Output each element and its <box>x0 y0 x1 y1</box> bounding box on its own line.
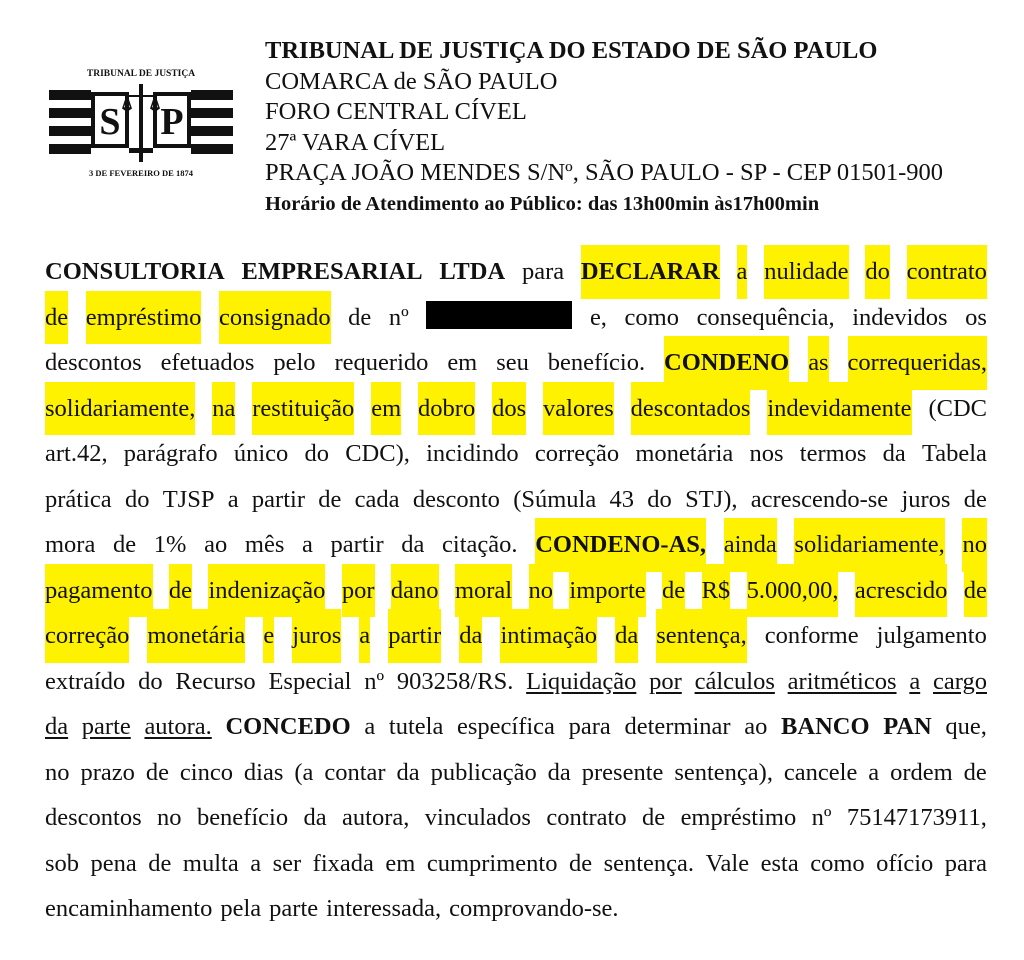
court-header-lines <box>265 36 943 219</box>
svg-text:S: S <box>99 101 121 143</box>
svg-text:3 DE FEVEREIRO DE 1874: 3 DE FEVEREIRO DE 1874 <box>89 168 193 178</box>
sentence-text <box>45 249 987 932</box>
text-line: sob pena de multa a ser fixada em cumprimento de sentença. Vale esta como ofício para <box>45 849 987 877</box>
text-line: pagamento de indenização por dano moral no importe de R$ 5.000,00, acrescido de <box>45 568 987 614</box>
text-line: de empréstimo consignado de nº e, como consequência, indevidos os <box>45 295 987 341</box>
tjsp-seal-logo <box>47 62 235 180</box>
text-line: CONSULTORIA EMPRESARIAL LTDA para DECLARAR a nulidade do contrato <box>45 249 987 295</box>
court-address: PRAÇA JOÃO MENDES S/Nº, SÃO PAULO - SP - CEP 01501-900 <box>265 159 944 186</box>
redacted-contract-number <box>426 301 572 329</box>
svg-text:TRIBUNAL DE JUSTIÇA: TRIBUNAL DE JUSTIÇA <box>86 69 196 79</box>
text-line: prática do TJSP a partir de cada desconto (Súmula 43 do STJ), acrescendo-se juros de <box>45 485 987 513</box>
svg-text:P: P <box>160 101 184 143</box>
text-line: correção monetária e juros a partir da intimação da sentença, conforme julgamento <box>45 613 987 659</box>
document-header <box>0 0 1024 230</box>
text-line: art.42, parágrafo único do CDC), incidindo correção monetária nos termos da Tabela <box>45 440 987 467</box>
text-line: descontos efetuados pelo requerido em seu benefício. CONDENO as correqueridas, <box>45 340 987 386</box>
highlight: DECLARAR <box>581 245 720 299</box>
text-line: mora de 1% ao mês a partir da citação. CONDENO-AS, ainda solidariamente, no <box>45 522 987 568</box>
text-line: descontos no benefício da autora, vinculados contrato de empréstimo nº 75147173911, <box>45 804 987 831</box>
text-line: solidariamente, na restituição em dobro dos valores descontados indevidamente (CDC <box>45 386 987 432</box>
court-name: TRIBUNAL DE JUSTIÇA DO ESTADO DE SÃO PAULO <box>265 37 878 64</box>
text-line: no prazo de cinco dias (a contar da publicação da presente sentença), cancele a ordem de <box>45 758 987 786</box>
tjsp-seal-icon <box>47 62 235 180</box>
comarca: COMARCA de SÃO PAULO <box>265 67 558 95</box>
public-hours: Horário de Atendimento ao Público: das 13h00min às17h00min <box>265 192 820 215</box>
vara: 27ª VARA CÍVEL <box>265 128 446 156</box>
text-line: encaminhamento pela parte interessada, comprovando-se. <box>45 895 619 922</box>
text-line: extraído do Recurso Especial nº 903258/RS. Liquidação por cálculos aritméticos a cargo <box>45 667 987 695</box>
text-line: da parte autora. CONCEDO a tutela específica para determinar ao BANCO PAN que, <box>45 713 987 740</box>
foro: FORO CENTRAL CÍVEL <box>265 98 527 125</box>
